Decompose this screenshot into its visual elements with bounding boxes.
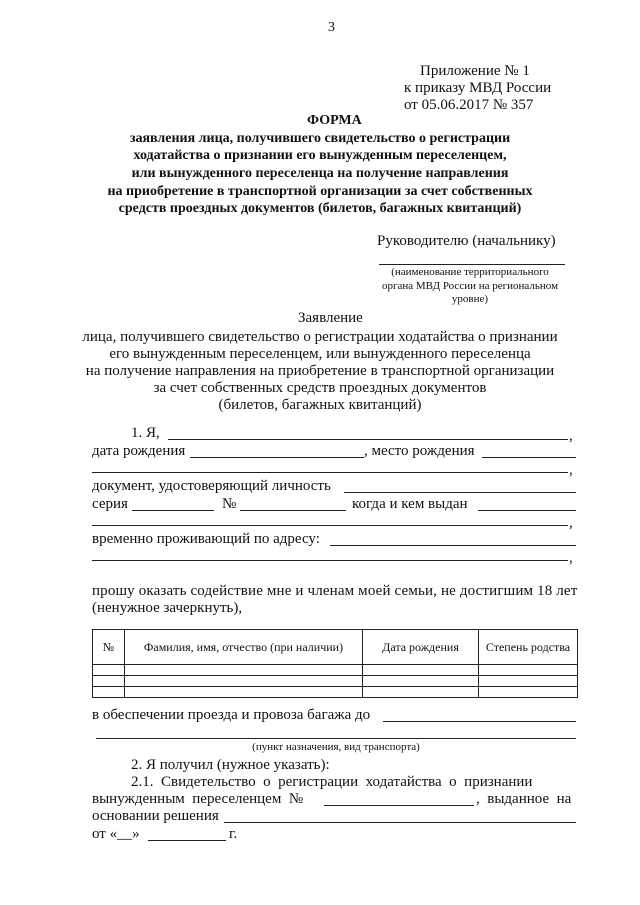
temp-address-comma: , [569, 550, 573, 566]
item21-line-1: 2.1. Свидетельство о регистрации ходатайства о признании [131, 774, 533, 790]
item1-label: 1. Я, [131, 425, 160, 441]
temp-address-field-cont[interactable] [92, 560, 568, 561]
table-cell[interactable] [125, 687, 363, 698]
date-from-label: от «__» [92, 826, 140, 842]
table-row[interactable] [93, 687, 578, 698]
item2-label: 2. Я получил (нужное указать): [131, 757, 330, 773]
form-heading-line-4: на приобретение в транспортной организации за счет собственных [107, 184, 533, 199]
basis-field[interactable] [224, 822, 576, 823]
table-cell[interactable] [125, 665, 363, 676]
table-row[interactable] [93, 676, 578, 687]
table-cell[interactable] [93, 687, 125, 698]
table-cell[interactable] [479, 665, 578, 676]
table-cell[interactable] [363, 676, 479, 687]
date-month-field[interactable] [148, 840, 226, 841]
series-label: серия [92, 496, 128, 512]
table-header-relation: Степень родства [479, 630, 578, 665]
item21-line-2-right: , выданное на [476, 791, 572, 807]
request-line-1: прошу оказать содействие мне и членам моей семьи, не достигшим 18 лет [92, 583, 578, 599]
table-cell[interactable] [479, 676, 578, 687]
item21-line-2-left: вынужденным переселенцем № [92, 791, 304, 807]
number-label: № [222, 496, 237, 512]
form-heading-line-5: средств проездных документов (билетов, багажных квитанций) [118, 201, 522, 216]
table-header-birth-date: Дата рождения [363, 630, 479, 665]
birth-place-comma: , [569, 462, 573, 478]
application-line-4: за счет собственных средств проездных документов [153, 380, 487, 396]
addressee-caption-1: (наименование территориального [391, 266, 549, 278]
travel-field[interactable] [383, 721, 576, 722]
year-label: г. [229, 826, 238, 842]
birth-place-field-cont[interactable] [92, 472, 568, 473]
appendix-line-2: к приказу МВД России [404, 80, 552, 96]
form-heading-line-2: ходатайства о признании его вынужденным переселенцем, [133, 148, 507, 163]
family-table [92, 629, 578, 698]
table-cell[interactable] [363, 687, 479, 698]
issued-comma: , [569, 515, 573, 531]
addressee-line[interactable] [379, 264, 565, 265]
addressee-label: Руководителю (начальнику) [377, 233, 556, 249]
identity-doc-label: документ, удостоверяющий личность [92, 478, 331, 494]
table-cell[interactable] [93, 665, 125, 676]
appendix-line-3: от 05.06.2017 № 357 [404, 97, 534, 113]
appendix-line-1: Приложение № 1 [420, 63, 530, 79]
addressee-caption-3: уровне) [451, 293, 489, 305]
form-heading-line-3: или вынужденного переселенца на получение направления [131, 166, 509, 181]
form-heading-line-1: заявления лица, получившего свидетельство о регистрации [129, 131, 511, 146]
birth-place-label: , место рождения [364, 443, 475, 459]
temp-address-label: временно проживающий по адресу: [92, 531, 320, 547]
name-comma: , [569, 428, 573, 444]
application-line-3: на получение направления на приобретение в транспортной организации [85, 363, 555, 379]
application-line-5: (билетов, багажных квитанций) [218, 397, 422, 413]
birth-date-field[interactable] [190, 457, 364, 458]
issued-label: когда и кем выдан [352, 496, 468, 512]
addressee-caption-2: органа МВД России на региональном [381, 280, 559, 292]
certificate-number-field[interactable] [324, 805, 474, 806]
application-line-1: лица, получившего свидетельство о регистрации ходатайства о признании [82, 329, 558, 345]
issued-field-cont[interactable] [92, 525, 568, 526]
table-cell[interactable] [93, 676, 125, 687]
travel-label: в обеспечении проезда и провоза багажа до [92, 707, 371, 723]
table-header-row [93, 630, 578, 665]
travel-caption: (пункт назначения, вид транспорта) [252, 741, 420, 753]
temp-address-field[interactable] [330, 545, 576, 546]
travel-field-cont[interactable] [96, 738, 576, 739]
request-line-2: (ненужное зачеркнуть), [92, 600, 243, 616]
table-cell[interactable] [479, 687, 578, 698]
table-cell[interactable] [363, 665, 479, 676]
form-title: ФОРМА [307, 113, 362, 128]
application-title: Заявление [298, 310, 363, 326]
birth-date-label: дата рождения [92, 443, 186, 459]
page-number: 3 [328, 20, 335, 35]
identity-doc-field[interactable] [344, 492, 576, 493]
table-header-number: № [93, 630, 125, 665]
table-header-name: Фамилия, имя, отчество (при наличии) [125, 630, 363, 665]
basis-label: основании решения [92, 808, 219, 824]
number-field[interactable] [240, 510, 346, 511]
issued-field[interactable] [478, 510, 576, 511]
name-field[interactable] [168, 439, 568, 440]
table-cell[interactable] [125, 676, 363, 687]
table-row[interactable] [93, 665, 578, 676]
application-line-2: его вынужденным переселенцем, или вынужденного переселенца [109, 346, 531, 362]
series-field[interactable] [132, 510, 214, 511]
birth-place-field[interactable] [482, 457, 576, 458]
